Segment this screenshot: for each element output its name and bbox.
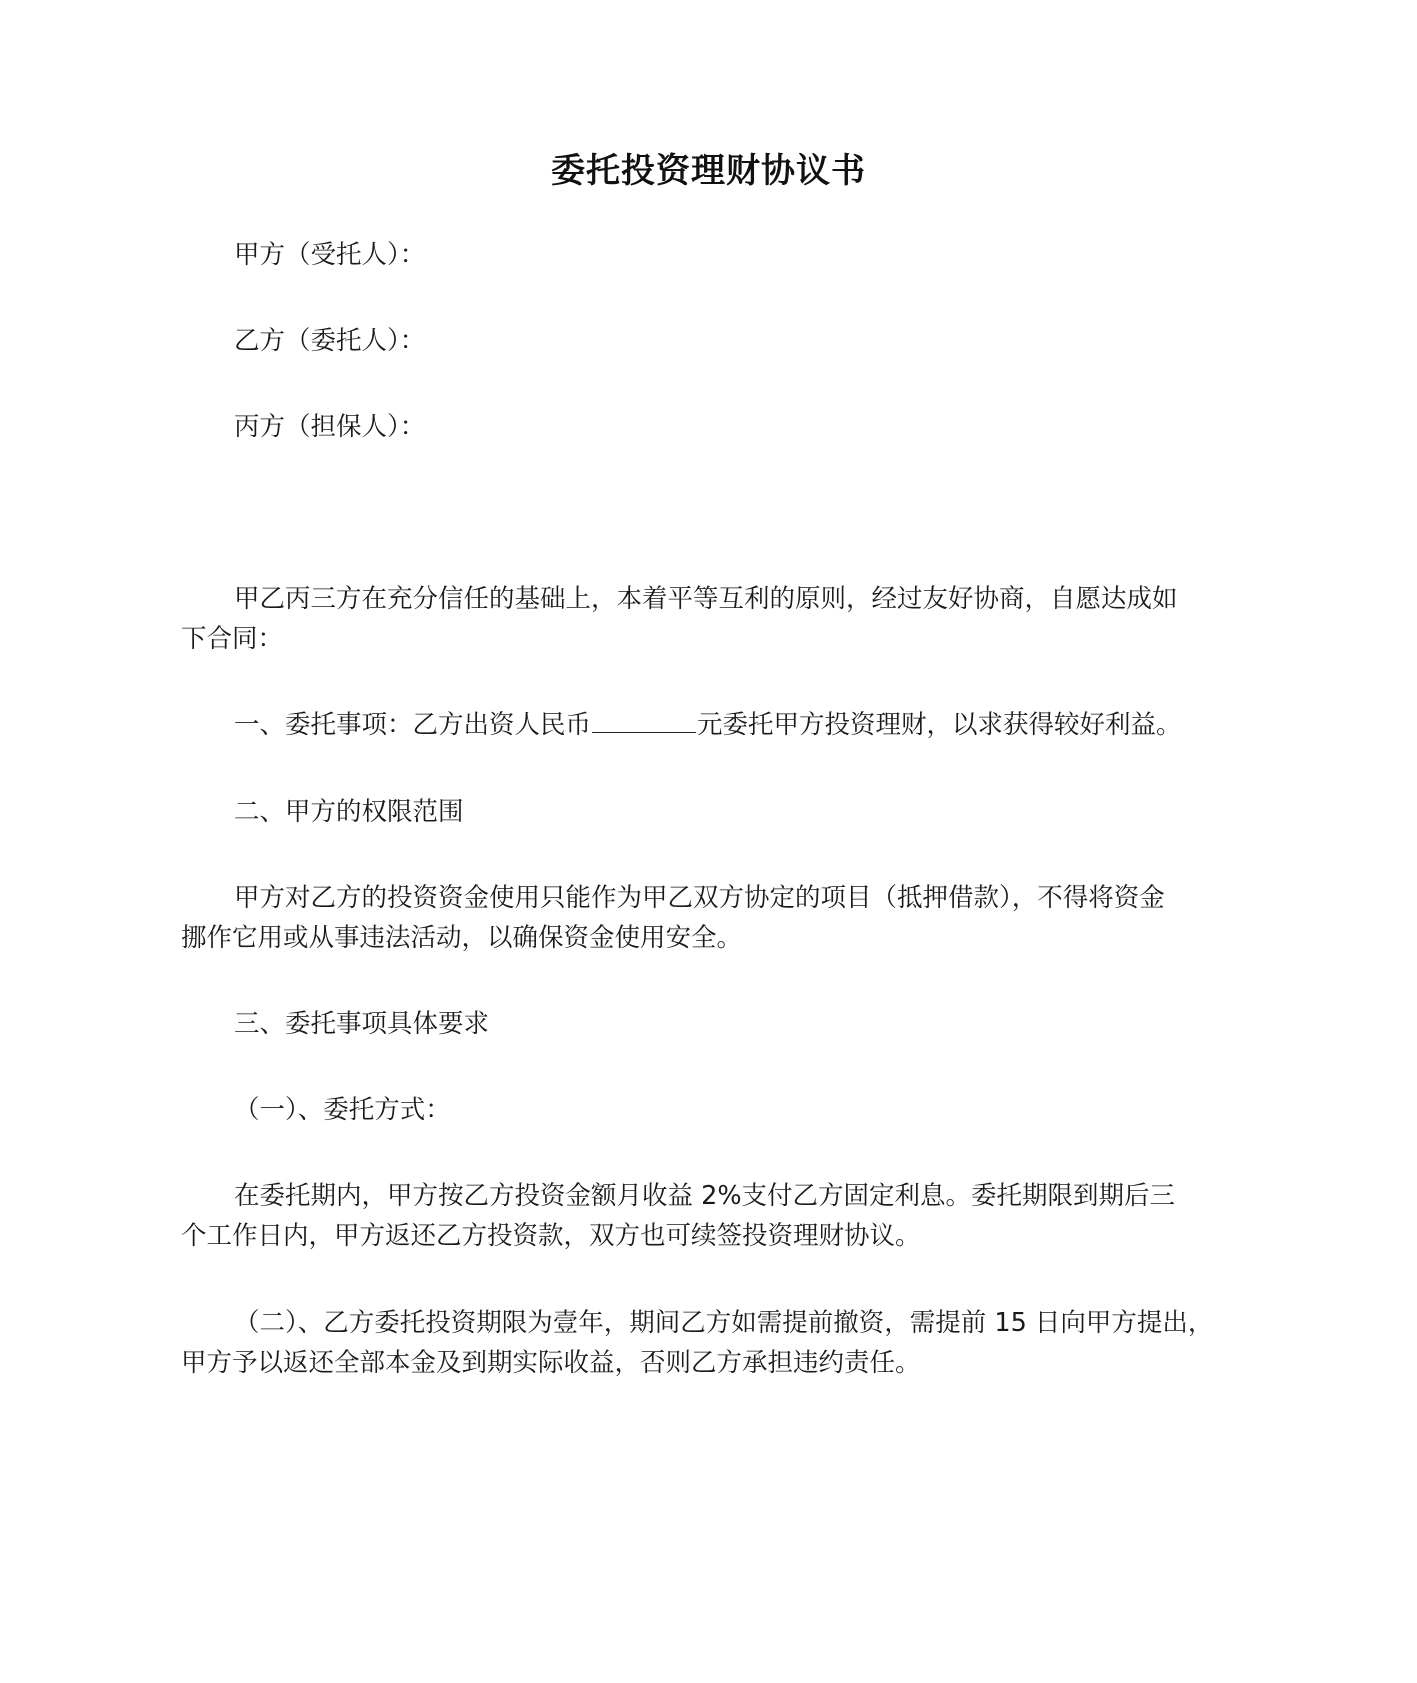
clause-1 — [181, 704, 1314, 746]
clause-1-text-after: 元委托甲方投资理财，以求获得较好利益。 — [697, 710, 1182, 740]
clause-3-sub-1-heading: （一）、委托方式： — [234, 1095, 451, 1125]
amount-blank — [592, 708, 696, 733]
preamble-line-1: 甲乙丙三方在充分信任的基础上，本着平等互利的原则，经过友好协商，自愿达成如 — [234, 584, 1178, 614]
clause-2-heading: 二、甲方的权限范围 — [234, 797, 464, 827]
party-a-line: 甲方（受托人）： — [234, 240, 426, 270]
party-c-line: 丙方（担保人）： — [234, 412, 426, 442]
clause-2-line-1: 甲方对乙方的投资资金使用只能作为甲乙双方协定的项目（抵押借款），不得将资金 — [234, 883, 1165, 913]
party-b-line: 乙方（委托人）： — [234, 326, 426, 356]
clause-3-sub-2-line-2: 甲方予以返还全部本金及到期实际收益，否则乙方承担违约责任。 — [181, 1348, 921, 1378]
clause-3-heading: 三、委托事项具体要求 — [234, 1009, 490, 1039]
clause-1-text-before: 一、委托事项：乙方出资人民币 — [234, 710, 592, 740]
clause-3-sub-1-line-1: 在委托期内，甲方按乙方投资金额月收益 2%支付乙方固定利息。委托期限到期后三 — [234, 1181, 1176, 1211]
clause-2-line-2: 挪作它用或从事违法活动，以确保资金使用安全。 — [181, 923, 743, 953]
preamble-line-2: 下合同： — [181, 624, 284, 654]
clause-3-sub-2-line-1: （二）、乙方委托投资期限为壹年，期间乙方如需提前撤资，需提前 15 日向甲方提出， — [234, 1308, 1214, 1338]
clause-3-sub-1-line-2: 个工作日内，甲方返还乙方投资款，双方也可续签投资理财协议。 — [181, 1221, 921, 1251]
document-title: 委托投资理财协议书 — [551, 151, 866, 191]
